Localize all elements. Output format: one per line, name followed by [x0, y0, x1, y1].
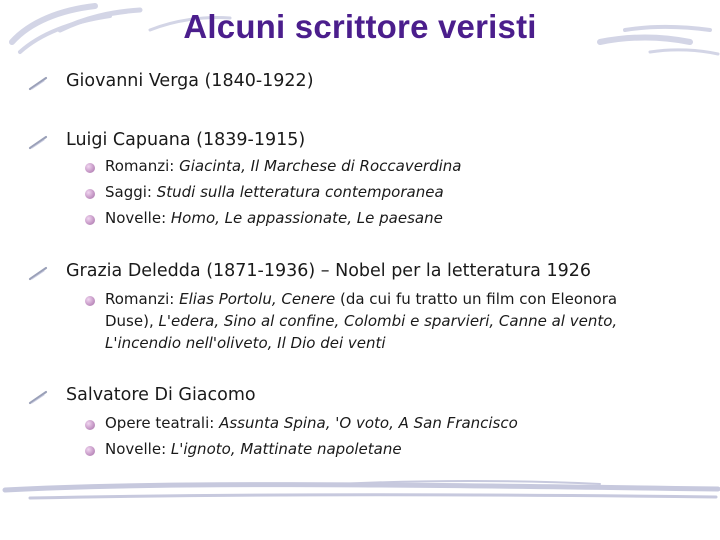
slide-title: Alcuni scrittore veristi	[183, 8, 537, 45]
di-giacomo-novelle: Novelle: L'ignoto, Mattinate napoletane	[84, 438, 684, 460]
dot-bullet-icon	[85, 163, 95, 173]
deledda-works	[84, 288, 659, 358]
stroke-bullet-icon	[28, 388, 50, 406]
bullet-capuana: Luigi Capuana (1839-1915)	[66, 130, 306, 150]
dot-bullet-icon	[85, 296, 95, 306]
bullet-deledda: Grazia Deledda (1871-1936) – Nobel per la letteratura 1926	[66, 261, 591, 281]
deledda-romanzi: Romanzi: Elias Portolu, Cenere (da cui fu tratto un film con Eleonora Duse), L'edera, Sino al confine, Colombi e sparvieri, Canne al vento, L'incendio nell'oliveto, Il Dio dei venti	[84, 288, 659, 354]
dot-bullet-icon	[85, 215, 95, 225]
bullet-di-giacomo: Salvatore Di Giacomo	[66, 385, 256, 405]
dot-bullet-icon	[85, 189, 95, 199]
capuana-works	[84, 155, 684, 233]
di-giacomo-works	[84, 412, 684, 464]
stroke-bullet-icon	[28, 74, 50, 92]
bullet-verga: Giovanni Verga (1840-1922)	[66, 71, 314, 91]
di-giacomo-teatro: Opere teatrali: Assunta Spina, 'O voto, A San Francisco	[84, 412, 684, 434]
capuana-romanzi: Romanzi: Giacinta, Il Marchese di Roccaverdina	[84, 155, 684, 177]
stroke-bullet-icon	[28, 133, 50, 151]
capuana-saggi: Saggi: Studi sulla letteratura contemporanea	[84, 181, 684, 203]
capuana-novelle: Novelle: Homo, Le appassionate, Le paesane	[84, 207, 684, 229]
dot-bullet-icon	[85, 446, 95, 456]
stroke-bullet-icon	[28, 264, 50, 282]
dot-bullet-icon	[85, 420, 95, 430]
